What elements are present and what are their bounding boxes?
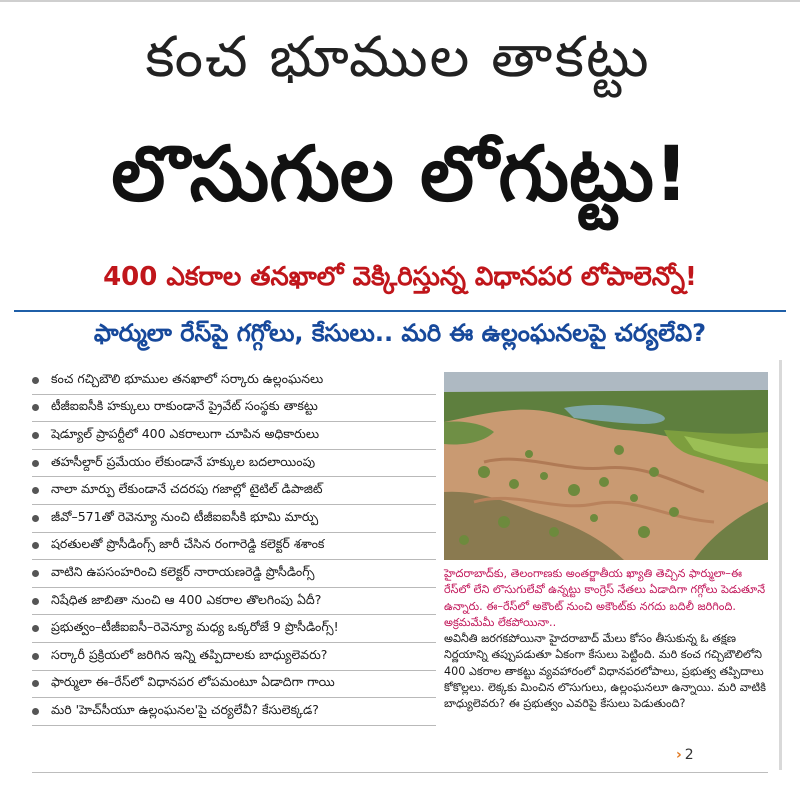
bullet-dot-icon	[32, 598, 39, 605]
bullet-dot-icon	[32, 377, 39, 384]
story-paragraph: అవినీతి జరగకపోయినా హైదరాబాద్ మేలు కోసం తీసుకున్న ఓ తక్షణ నిర్ణయాన్ని తప్పుపడుతూ ఏకంగా కేసులు పెట్టింది. మరి కంచ గచ్చిబౌలిలోని 400 ఎకరాల తాకట్టు వ్యవహారంలో విధానపరలోపాలు, ప్రభుత్వ తప్పిదాలు కోకొల్లలు. లెక్కకు మించిన లొసుగులు, ఉల్లంఘనలూ ఉన్నాయి. మరి వాటికి బాధ్యులెవరు? ఈ ప్రభుత్వం ఎవరిపై కేసులు పెడుతుంది?	[444, 632, 766, 711]
bullet-dot-icon	[32, 542, 39, 549]
bottom-rule	[32, 772, 768, 773]
bullet-dot-icon	[32, 653, 39, 660]
list-item	[32, 395, 436, 423]
bullet-dot-icon	[32, 515, 39, 522]
list-item-text: ప్రభుత్వం–టీజీఐఐసీ–రెవెన్యూ మధ్య ఒక్కరోజే 9 ప్రొసీడింగ్స్!	[51, 619, 339, 635]
story-paragraph-highlight: హైదరాబాద్‌కు, తెలంగాణకు అంతర్జాతీయ ఖ్యాతి తెచ్చిన ఫార్ములా–ఈ రేస్‌లో లేని లొసుగులేవో ఉన్నట్టు కాంగ్రెస్ నేతలు ఏడాదిగా గగ్గోలు పెడుతూనే ఉన్నారు. ఈ–రేస్‌లో అకౌంట్ నుంచి అకౌంట్‌కు నగదు బదిలీ జరిగింది. అక్రమమేమీ లేకపోయినా..	[444, 567, 766, 629]
list-item	[32, 671, 436, 699]
bullet-dot-icon	[32, 680, 39, 687]
story-body	[444, 566, 768, 762]
headline-line-2: లొసుగుల లోగుట్టు!	[111, 129, 689, 218]
list-item-text: షెడ్యూల్ ప్రాపర్టీలో 400 ఎకరాలుగా చూపిన అధికారులు	[51, 425, 320, 441]
bullet-dot-icon	[32, 625, 39, 632]
headline-line-1: కంచ భూముల తాకట్టు	[145, 24, 651, 90]
list-item	[32, 643, 436, 671]
bullet-dot-icon	[32, 432, 39, 439]
list-item-text: నాలా మార్పు లేకుండానే చదరపు గజాల్లో టైటిల్ డిపాజిట్	[51, 481, 323, 497]
chevron-right-icon: ›	[676, 747, 682, 763]
list-item	[32, 698, 436, 726]
list-item-text: మరి 'హెచ్‌సీయూ ఉల్లంఘనల'పై చర్యలేవీ? కేసులెక్కడ?	[51, 701, 319, 717]
list-item-text: కంచ గచ్చిబౌలి భూముల తనఖాలో సర్కారు ఉల్లంఘనలు	[51, 370, 324, 386]
page-reference-number: 2	[684, 747, 694, 763]
bullet-dot-icon	[32, 570, 39, 577]
list-item	[32, 450, 436, 478]
list-item-text: జీవో–571తో రెవెన్యూ నుంచి టీజీఐఐసీకి భూమి మార్పు	[51, 508, 319, 524]
subheading-blue: ఫార్ములా రేస్‌పై గగ్గోలు, కేసులు.. మరి ఈ ఉల్లంఘనలపై చర్యలేవి?	[14, 310, 786, 360]
list-item-text: తహసీల్దార్ ప్రమేయం లేకుండానే హక్కుల బదలాయింపు	[51, 453, 316, 469]
list-item-text: సర్కారీ ప్రక్రియలో జరిగిన ఇన్ని తప్పిదాలకు బాధ్యులెవరు?	[51, 646, 328, 662]
column-divider	[779, 360, 782, 770]
list-item	[32, 367, 436, 395]
bullet-dot-icon	[32, 460, 39, 467]
bullet-dot-icon	[32, 487, 39, 494]
list-item	[32, 477, 436, 505]
bullet-dot-icon	[32, 708, 39, 715]
list-item-text: నిషేధిత జాబితా నుంచి ఆ 400 ఎకరాల తొలగింపు ఏదీ?	[51, 591, 322, 607]
bullet-dot-icon	[32, 404, 39, 411]
list-item	[32, 560, 436, 588]
list-item	[32, 505, 436, 533]
list-item	[32, 422, 436, 450]
bullet-list	[32, 367, 436, 767]
list-item	[32, 533, 436, 561]
list-item-text: టీజీఐఐసీకి హక్కులు రాకుండానే ప్రైవేట్ సంస్థకు తాకట్టు	[51, 398, 318, 414]
subheading-red: 400 ఎకరాల తనఖాలో వెక్కిరిస్తున్న విధానపర లోపాలెన్నో!	[103, 262, 697, 292]
list-item-text: షరతులతో ప్రొసీడింగ్స్ జారీ చేసిన రంగారెడ్డి కలెక్టర్ శశాంక	[51, 536, 325, 552]
list-item	[32, 588, 436, 616]
aerial-land-photo	[444, 372, 768, 560]
list-item	[32, 615, 436, 643]
aerial-land-illustration	[444, 372, 768, 560]
page-reference[interactable]	[676, 746, 716, 764]
top-rule	[0, 0, 800, 2]
list-item-text: వాటిని ఉపసంహరించి కలెక్టర్ నారాయణరెడ్డి ప్రొసీడింగ్స్	[51, 563, 315, 579]
list-item-text: ఫార్ములా ఈ–రేస్‌లో విధానపర లోపమంటూ ఏడాదిగా గాయి	[51, 674, 335, 690]
